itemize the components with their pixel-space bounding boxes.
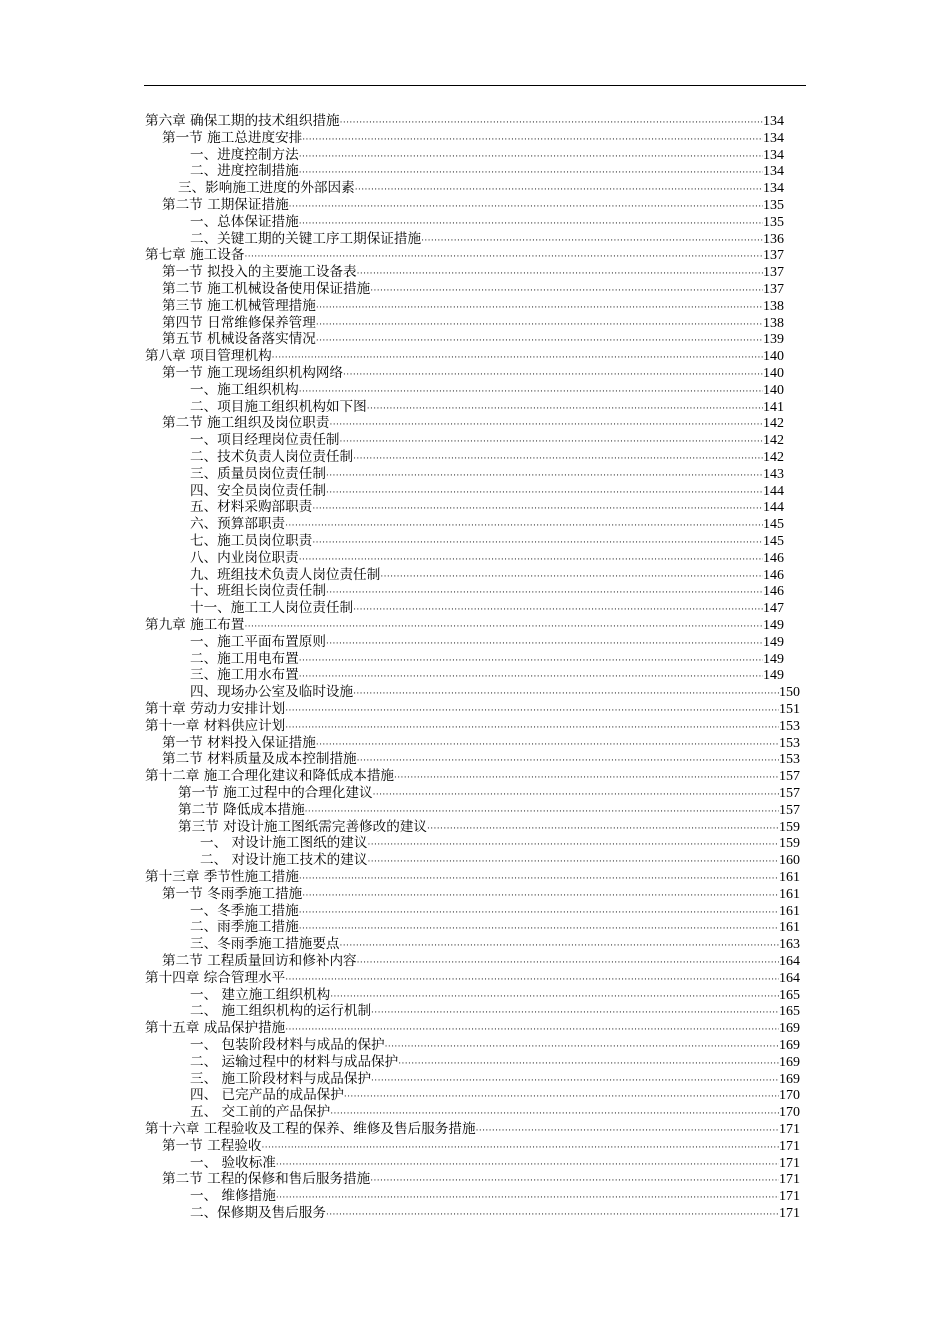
toc-entry[interactable] — [190, 1155, 800, 1172]
header-rule — [144, 85, 806, 86]
toc-entry-page-number: 137 — [763, 265, 784, 281]
toc-entry[interactable] — [190, 1037, 800, 1054]
toc-entry[interactable] — [190, 147, 784, 164]
toc-entry[interactable] — [145, 1020, 800, 1037]
toc-entry-title: 第二节 材料质量及成本控制措施 — [162, 751, 357, 768]
toc-entry[interactable] — [190, 1054, 800, 1071]
toc-entry-title: 十、班组长岗位责任制 — [190, 583, 326, 600]
toc-entry[interactable] — [162, 264, 784, 281]
toc-entry-title: 第三节 施工机械管理措施 — [162, 297, 316, 314]
toc-entry-page-number: 134 — [763, 181, 784, 197]
toc-entry-page-number: 153 — [779, 752, 800, 768]
toc-entry-title: 二、雨季施工措施 — [190, 919, 299, 936]
toc-entry[interactable] — [190, 533, 784, 550]
toc-entry-title: 四、现场办公室及临时设施 — [190, 684, 354, 701]
toc-entry-page-number: 140 — [763, 349, 784, 365]
toc-entry-title: 六、预算部职责 — [190, 516, 286, 533]
toc-entry-title: 第一节 施工现场组织机构网络 — [162, 365, 344, 381]
toc-entry-page-number: 171 — [779, 1122, 800, 1137]
toc-entry-title: 第一节 冬雨季施工措施 — [162, 885, 303, 902]
toc-entry-page-number: 171 — [779, 1138, 800, 1154]
toc-entry-title: 第三节 对设计施工图纸需完善修改的建议 — [178, 818, 428, 835]
toc-entry[interactable] — [190, 600, 784, 617]
toc-entry-title: 一、 建立施工组织机构 — [190, 986, 331, 1003]
toc-entry-page-number: 144 — [763, 500, 784, 516]
toc-entry-page-number: 134 — [763, 114, 784, 129]
toc-entry-title: 二、进度控制措施 — [190, 163, 299, 180]
toc-entry-title: 三、施工用水布置 — [190, 667, 299, 684]
toc-entry[interactable] — [190, 1188, 800, 1205]
toc-entry-page-number: 171 — [779, 1189, 800, 1205]
toc-entry-title: 第十五章 成品保护措施 — [145, 1020, 286, 1037]
toc-entry[interactable] — [145, 869, 800, 886]
toc-entry-page-number: 163 — [779, 937, 800, 953]
toc-entry-title: 七、施工员岗位职责 — [190, 533, 313, 549]
toc-entry[interactable] — [145, 617, 784, 634]
toc-entry-title: 五、材料采购部职责 — [190, 499, 313, 516]
toc-entry[interactable] — [145, 113, 784, 130]
toc-entry[interactable] — [190, 1071, 800, 1088]
toc-entry[interactable] — [162, 751, 800, 768]
toc-entry-page-number: 138 — [763, 298, 784, 314]
toc-entry-title: 第十二章 施工合理化建议和降低成本措施 — [145, 768, 395, 785]
toc-entry-page-number: 144 — [763, 483, 784, 499]
toc-entry-page-number: 171 — [779, 1172, 800, 1188]
toc-entry-page-number: 153 — [779, 718, 800, 734]
toc-entry[interactable] — [162, 365, 784, 382]
toc-entry[interactable] — [145, 718, 800, 735]
toc-entry[interactable] — [145, 768, 800, 785]
toc-entry-page-number: 161 — [779, 870, 800, 885]
toc-entry-title: 三、质量员岗位责任制 — [190, 465, 326, 482]
toc-entry[interactable] — [162, 130, 784, 147]
toc-entry[interactable] — [145, 970, 800, 987]
toc-entry-title: 二、 运输过程中的材料与成品保护 — [190, 1053, 399, 1070]
toc-entry-title: 二、项目施工组织机构如下图 — [190, 398, 367, 415]
toc-entry-title: 第二节 降低成本措施 — [178, 801, 305, 818]
toc-entry[interactable] — [162, 735, 800, 752]
toc-entry-page-number: 159 — [779, 836, 800, 852]
toc-entry-page-number: 169 — [779, 1021, 800, 1037]
toc-entry-page-number: 161 — [779, 903, 800, 919]
toc-entry-title: 四、 已完产品的成品保护 — [190, 1087, 344, 1104]
toc-entry[interactable] — [190, 466, 784, 483]
toc-entry-page-number: 169 — [779, 1038, 800, 1053]
toc-entry[interactable] — [190, 499, 784, 516]
toc-entry-title: 第七章 施工设备 — [145, 247, 245, 264]
toc-entry-title: 二、施工用电布置 — [190, 650, 299, 667]
toc-entry[interactable] — [190, 1003, 800, 1020]
toc-entry[interactable] — [190, 1104, 800, 1121]
toc-entry-page-number: 153 — [779, 735, 800, 751]
toc-entry[interactable] — [190, 516, 784, 533]
toc-entry-title: 第二节 施工组织及岗位职责 — [162, 415, 330, 432]
toc-entry-page-number: 139 — [763, 332, 784, 348]
toc-entry[interactable] — [190, 567, 784, 584]
toc-entry-page-number: 157 — [779, 786, 800, 801]
toc-entry-title: 一、进度控制方法 — [190, 146, 299, 163]
toc-entry[interactable] — [190, 399, 784, 416]
toc-entry-page-number: 140 — [763, 366, 784, 381]
toc-entry[interactable] — [190, 483, 784, 500]
toc-entry[interactable] — [190, 936, 800, 953]
toc-entry-title: 第十三章 季节性施工措施 — [145, 869, 299, 885]
toc-entry-title: 第八章 项目管理机构 — [145, 348, 272, 365]
toc-entry-page-number: 157 — [779, 802, 800, 818]
toc-entry-page-number: 164 — [779, 954, 800, 969]
toc-entry[interactable] — [178, 180, 784, 197]
toc-entry[interactable] — [162, 197, 784, 214]
toc-entry-title: 三、 施工阶段材料与成品保护 — [190, 1070, 372, 1087]
toc-entry-title: 第二节 工程质量回访和修补内容 — [162, 953, 357, 969]
toc-entry-page-number: 146 — [763, 550, 784, 566]
toc-entry-page-number: 161 — [779, 886, 800, 902]
toc-entry[interactable] — [162, 331, 784, 348]
toc-entry-title: 第二节 施工机械设备使用保证措施 — [162, 281, 371, 297]
toc-entry-page-number: 149 — [763, 668, 784, 684]
toc-entry-page-number: 171 — [779, 1206, 800, 1221]
toc-entry-page-number: 149 — [763, 634, 784, 650]
toc-entry-title: 第四节 日常维修保养管理 — [162, 314, 316, 331]
toc-entry-title: 第一节 拟投入的主要施工设备表 — [162, 264, 357, 281]
toc-entry-title: 第二节 工期保证措施 — [162, 197, 289, 213]
toc-entry-page-number: 149 — [763, 618, 784, 633]
toc-entry[interactable] — [190, 231, 784, 248]
toc-entry-title: 十一、施工工人岗位责任制 — [190, 600, 354, 617]
toc-entry-page-number: 171 — [779, 1155, 800, 1171]
toc-entry-page-number: 136 — [763, 231, 784, 247]
toc-entry[interactable] — [190, 1205, 800, 1222]
toc-entry-page-number: 142 — [763, 416, 784, 432]
toc-entry-page-number: 150 — [779, 685, 800, 701]
toc-entry-page-number: 160 — [779, 853, 800, 869]
toc-entry[interactable] — [190, 583, 784, 600]
toc-entry-title: 第十六章 工程验收及工程的保养、维修及售后服务措施 — [145, 1121, 476, 1137]
toc-entry-page-number: 135 — [763, 214, 784, 230]
toc-entry-title: 二、关键工期的关键工序工期保证措施 — [190, 230, 422, 247]
toc-entry[interactable] — [190, 449, 784, 466]
toc-entry-title: 第九章 施工布置 — [145, 617, 245, 633]
toc-entry[interactable] — [162, 298, 784, 315]
toc-entry-page-number: 135 — [763, 198, 784, 213]
toc-entry-page-number: 161 — [779, 920, 800, 936]
toc-entry[interactable] — [190, 163, 784, 180]
toc-entry-page-number: 134 — [763, 147, 784, 163]
toc-entry-title: 第一节 材料投入保证措施 — [162, 734, 316, 751]
toc-entry-page-number: 169 — [779, 1071, 800, 1087]
toc-entry-page-number: 165 — [779, 987, 800, 1003]
toc-entry[interactable] — [190, 382, 784, 399]
toc-entry-page-number: 170 — [779, 1105, 800, 1121]
toc-entry-page-number: 145 — [763, 517, 784, 533]
toc-entry[interactable] — [190, 1087, 800, 1104]
toc-entry-title: 一、总体保证措施 — [190, 213, 299, 230]
toc-entry-title: 四、安全员岗位责任制 — [190, 482, 326, 499]
toc-entry-title: 五、 交工前的产品保护 — [190, 1104, 331, 1121]
toc-entry[interactable] — [190, 684, 800, 701]
toc-entry-page-number: 134 — [763, 164, 784, 180]
toc-entry[interactable] — [145, 1121, 800, 1138]
toc-entry[interactable] — [190, 550, 784, 567]
toc-entry-title: 二、技术负责人岗位责任制 — [190, 449, 354, 465]
toc-entry-page-number: 159 — [779, 819, 800, 835]
toc-entry-title: 八、内业岗位职责 — [190, 549, 299, 566]
toc-entry-title: 三、影响施工进度的外部因素 — [178, 180, 355, 197]
toc-entry-title: 第二节 工程的保修和售后服务措施 — [162, 1171, 371, 1188]
toc-entry-page-number: 142 — [763, 433, 784, 449]
toc-entry-page-number: 142 — [763, 450, 784, 465]
toc-entry-title: 第一节 施工过程中的合理化建议 — [178, 785, 373, 801]
toc-entry-title: 第一节 工程验收 — [162, 1137, 262, 1154]
toc-entry-title: 一、施工平面布置原则 — [190, 633, 326, 650]
toc-entry-title: 一、冬季施工措施 — [190, 902, 299, 919]
toc-entry[interactable] — [145, 348, 784, 365]
toc-entry[interactable] — [190, 987, 800, 1004]
toc-entry-title: 二、 施工组织机构的运行机制 — [190, 1003, 372, 1020]
toc-entry[interactable] — [190, 903, 800, 920]
toc-entry-title: 九、班组技术负责人岗位责任制 — [190, 566, 381, 583]
toc-entry-title: 一、 包装阶段材料与成品的保护 — [190, 1037, 385, 1053]
toc-entry-title: 一、项目经理岗位责任制 — [190, 432, 340, 449]
toc-entry-page-number: 143 — [763, 466, 784, 482]
toc-entry-title: 一、 维修措施 — [190, 1188, 276, 1205]
toc-entry-title: 二、 对设计施工技术的建议 — [200, 852, 368, 869]
toc-entry[interactable] — [178, 819, 800, 836]
toc-entry[interactable] — [162, 1138, 800, 1155]
toc-entry-title: 第十四章 综合管理水平 — [145, 969, 286, 986]
toc-entry-title: 一、 对设计施工图纸的建议 — [200, 835, 368, 852]
toc-entry-page-number: 140 — [763, 382, 784, 398]
toc-entry-title: 第六章 确保工期的技术组织措施 — [145, 113, 340, 129]
toc-entry[interactable] — [200, 835, 800, 852]
toc-entry-title: 二、保修期及售后服务 — [190, 1205, 326, 1221]
toc-entry-page-number: 165 — [779, 1004, 800, 1020]
toc-entry-title: 三、冬雨季施工措施要点 — [190, 936, 340, 953]
toc-entry[interactable] — [145, 701, 800, 718]
toc-entry-page-number: 138 — [763, 315, 784, 331]
toc-entry[interactable] — [190, 634, 784, 651]
toc-leader-dots — [326, 1207, 779, 1224]
toc-entry-page-number: 145 — [763, 534, 784, 549]
toc-entry-page-number: 146 — [763, 567, 784, 583]
toc-entry[interactable] — [162, 281, 784, 298]
toc-entry[interactable] — [200, 852, 800, 869]
toc-entry[interactable] — [190, 432, 784, 449]
toc-entry[interactable] — [190, 667, 784, 684]
toc-entry[interactable] — [190, 651, 784, 668]
toc-entry-title: 第一节 施工总进度安排 — [162, 129, 303, 146]
toc-entry[interactable] — [145, 247, 784, 264]
toc-entry-page-number: 141 — [763, 399, 784, 415]
toc-entry-page-number: 147 — [763, 601, 784, 617]
toc-entry-page-number: 134 — [763, 130, 784, 146]
toc-entry[interactable] — [178, 785, 800, 802]
toc-entry-title: 一、 验收标准 — [190, 1154, 276, 1171]
toc-entry-page-number: 170 — [779, 1088, 800, 1104]
toc-entry[interactable] — [190, 919, 800, 936]
toc-entry[interactable] — [162, 1171, 800, 1188]
toc-entry[interactable] — [162, 415, 784, 432]
toc-entry[interactable] — [162, 953, 800, 970]
toc-entry[interactable] — [162, 315, 784, 332]
toc-entry-page-number: 137 — [763, 282, 784, 297]
toc-entry-page-number: 157 — [779, 769, 800, 785]
toc-entry-page-number: 151 — [779, 702, 800, 717]
toc-entry-page-number: 169 — [779, 1054, 800, 1070]
toc-entry[interactable] — [162, 886, 800, 903]
toc-entry-page-number: 164 — [779, 970, 800, 986]
toc-entry-title: 第五节 机械设备落实情况 — [162, 331, 316, 348]
toc-entry-title: 一、施工组织机构 — [190, 381, 299, 398]
toc-entry-page-number: 137 — [763, 248, 784, 264]
toc-entry-title: 第十一章 材料供应计划 — [145, 717, 286, 734]
toc-entry-title: 第十章 劳动力安排计划 — [145, 701, 286, 717]
toc-entry[interactable] — [190, 214, 784, 231]
toc-entry-page-number: 146 — [763, 584, 784, 600]
toc-entry-page-number: 149 — [763, 651, 784, 667]
toc-entry[interactable] — [178, 802, 800, 819]
